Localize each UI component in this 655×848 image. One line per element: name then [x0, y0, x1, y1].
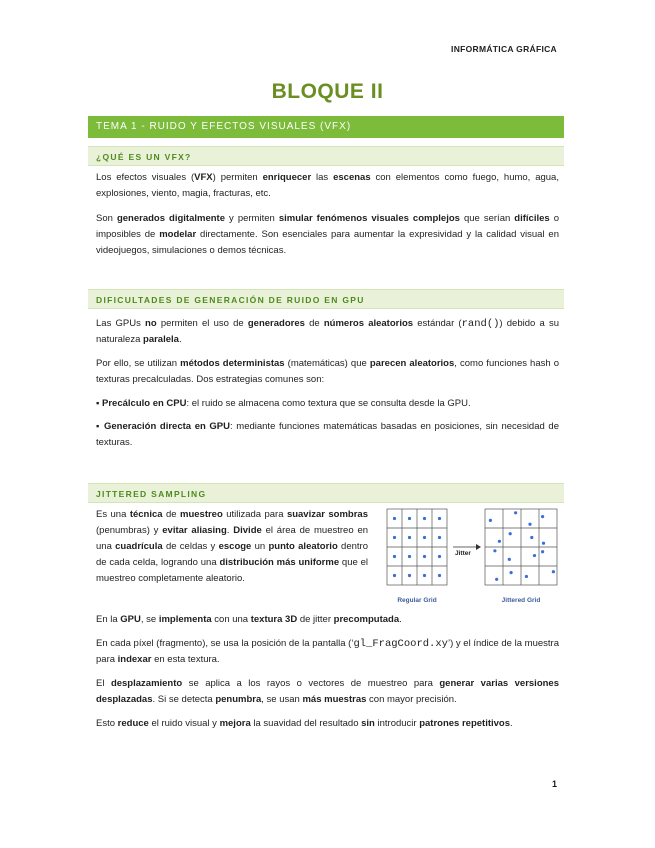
regular-sample-dot: [393, 574, 396, 577]
gpu-bullet-direct-generation: ▪ Generación directa en GPU: mediante funciones matemáticas basadas en posiciones, sin necesidad de texturas.: [96, 421, 559, 448]
jitter-paragraph-4: El desplazamiento se aplica a los rayos o vectores de muestreo para generar varias versiones desplazadas. Si se detecta penumbra, se usan más muestras con mayor precisión.: [96, 678, 559, 705]
jittered-sample-dot: [495, 578, 498, 581]
course-header: INFORMÁTICA GRÁFICA: [451, 44, 557, 54]
regular-sample-dot: [408, 574, 411, 577]
regular-sample-dot: [423, 574, 426, 577]
jitter-arrow-label: Jitter: [455, 550, 471, 557]
jittered-grid: [485, 509, 557, 585]
gpu-paragraph-2: Por ello, se utilizan métodos deterministas (matemáticas) que parecen aleatorios, como funciones hash o texturas precalculadas. Dos estrategias comunes son:: [96, 358, 560, 385]
jittered-sample-dot: [542, 542, 545, 545]
jittered-sample-dot: [552, 570, 555, 573]
regular-sample-dot: [438, 555, 441, 558]
jittered-grid-figure: [377, 505, 559, 610]
jittered-sample-dot: [541, 515, 544, 518]
regular-sample-dot: [438, 517, 441, 520]
jittered-sample-dot: [498, 540, 501, 543]
regular-sample-dot: [423, 536, 426, 539]
regular-sample-dot: [423, 517, 426, 520]
regular-grid: [387, 509, 447, 585]
regular-sample-dot: [408, 555, 411, 558]
regular-sample-dot: [438, 536, 441, 539]
section-heading-vfx: ¿QUÉ ES UN VFX?: [88, 146, 564, 166]
gpu-paragraph-1: Las GPUs no permiten el uso de generadores de números aleatorios estándar (rand()) debido a su naturaleza paralela.: [96, 318, 560, 345]
jittered-sample-dot: [528, 523, 531, 526]
jittered-grid-caption: Jittered Grid: [501, 597, 541, 604]
jittered-sample-dot: [510, 571, 513, 574]
jittered-sample-dot: [508, 558, 511, 561]
jittered-sample-dot: [489, 519, 492, 522]
regular-sample-dot: [393, 555, 396, 558]
vfx-paragraph-1: Los efectos visuales (VFX) permiten enriquecer las escenas con elementos como fuego, humo, agua, explosiones, viento, magia, fracturas, etc.: [96, 172, 559, 199]
regular-sample-dot: [408, 517, 411, 520]
jittered-sample-dot: [525, 575, 528, 578]
regular-grid-caption: Regular Grid: [397, 597, 437, 604]
jitter-paragraph-5: Esto reduce el ruido visual y mejora la suavidad del resultado sin introducir patrones repetitivos.: [96, 718, 513, 729]
page-title: BLOQUE II: [271, 80, 384, 103]
jittered-sample-dot: [530, 536, 533, 539]
jittered-sample-dot: [533, 554, 536, 557]
regular-sample-dot: [393, 536, 396, 539]
topic-banner: TEMA 1 - RUIDO Y EFECTOS VISUALES (VFX): [88, 116, 564, 138]
regular-sample-dot: [438, 574, 441, 577]
regular-sample-dot: [408, 536, 411, 539]
gpu-bullet-cpu-precalc: ▪ Precálculo en CPU: el ruido se almacena como textura que se consulta desde la GPU.: [96, 398, 471, 409]
jitter-paragraph-1: Es una técnica de muestreo utilizada para suavizar sombras (penumbras) y evitar aliasing. Divide el área de muestreo en una cuadrícula de celdas y escoge un punto aleatorio dentro de cada celda, logrando una distribución más uniforme que el muestreo completamente aleatorio.: [96, 509, 369, 584]
jittered-sample-dot: [493, 549, 496, 552]
page-number: 1: [552, 779, 558, 789]
regular-sample-dot: [393, 517, 396, 520]
vfx-paragraph-2: Son generados digitalmente y permiten simular fenómenos visuales complejos que serían difíciles o imposibles de modelar directamente. Son esenciales para aumentar la expresividad y la calidad visual en videojuegos, simulaciones o demos técnicas.: [96, 213, 559, 256]
jitter-paragraph-3: En cada píxel (fragmento), se usa la posición de la pantalla (‘gl_FragCoord.xy’) y el índice de la muestra para indexar en esta textura.: [96, 638, 559, 665]
section-heading-jittered-sampling: JITTERED SAMPLING: [88, 483, 564, 503]
regular-sample-dot: [423, 555, 426, 558]
jittered-sample-dot: [514, 511, 517, 514]
jittered-sample-dot: [509, 532, 512, 535]
jittered-sample-dot: [541, 550, 544, 553]
jitter-paragraph-2: En la GPU, se implementa con una textura 3D de jitter precomputada.: [96, 614, 402, 625]
section-heading-gpu-noise: DIFICULTADES DE GENERACIÓN DE RUIDO EN GPU: [88, 289, 564, 309]
